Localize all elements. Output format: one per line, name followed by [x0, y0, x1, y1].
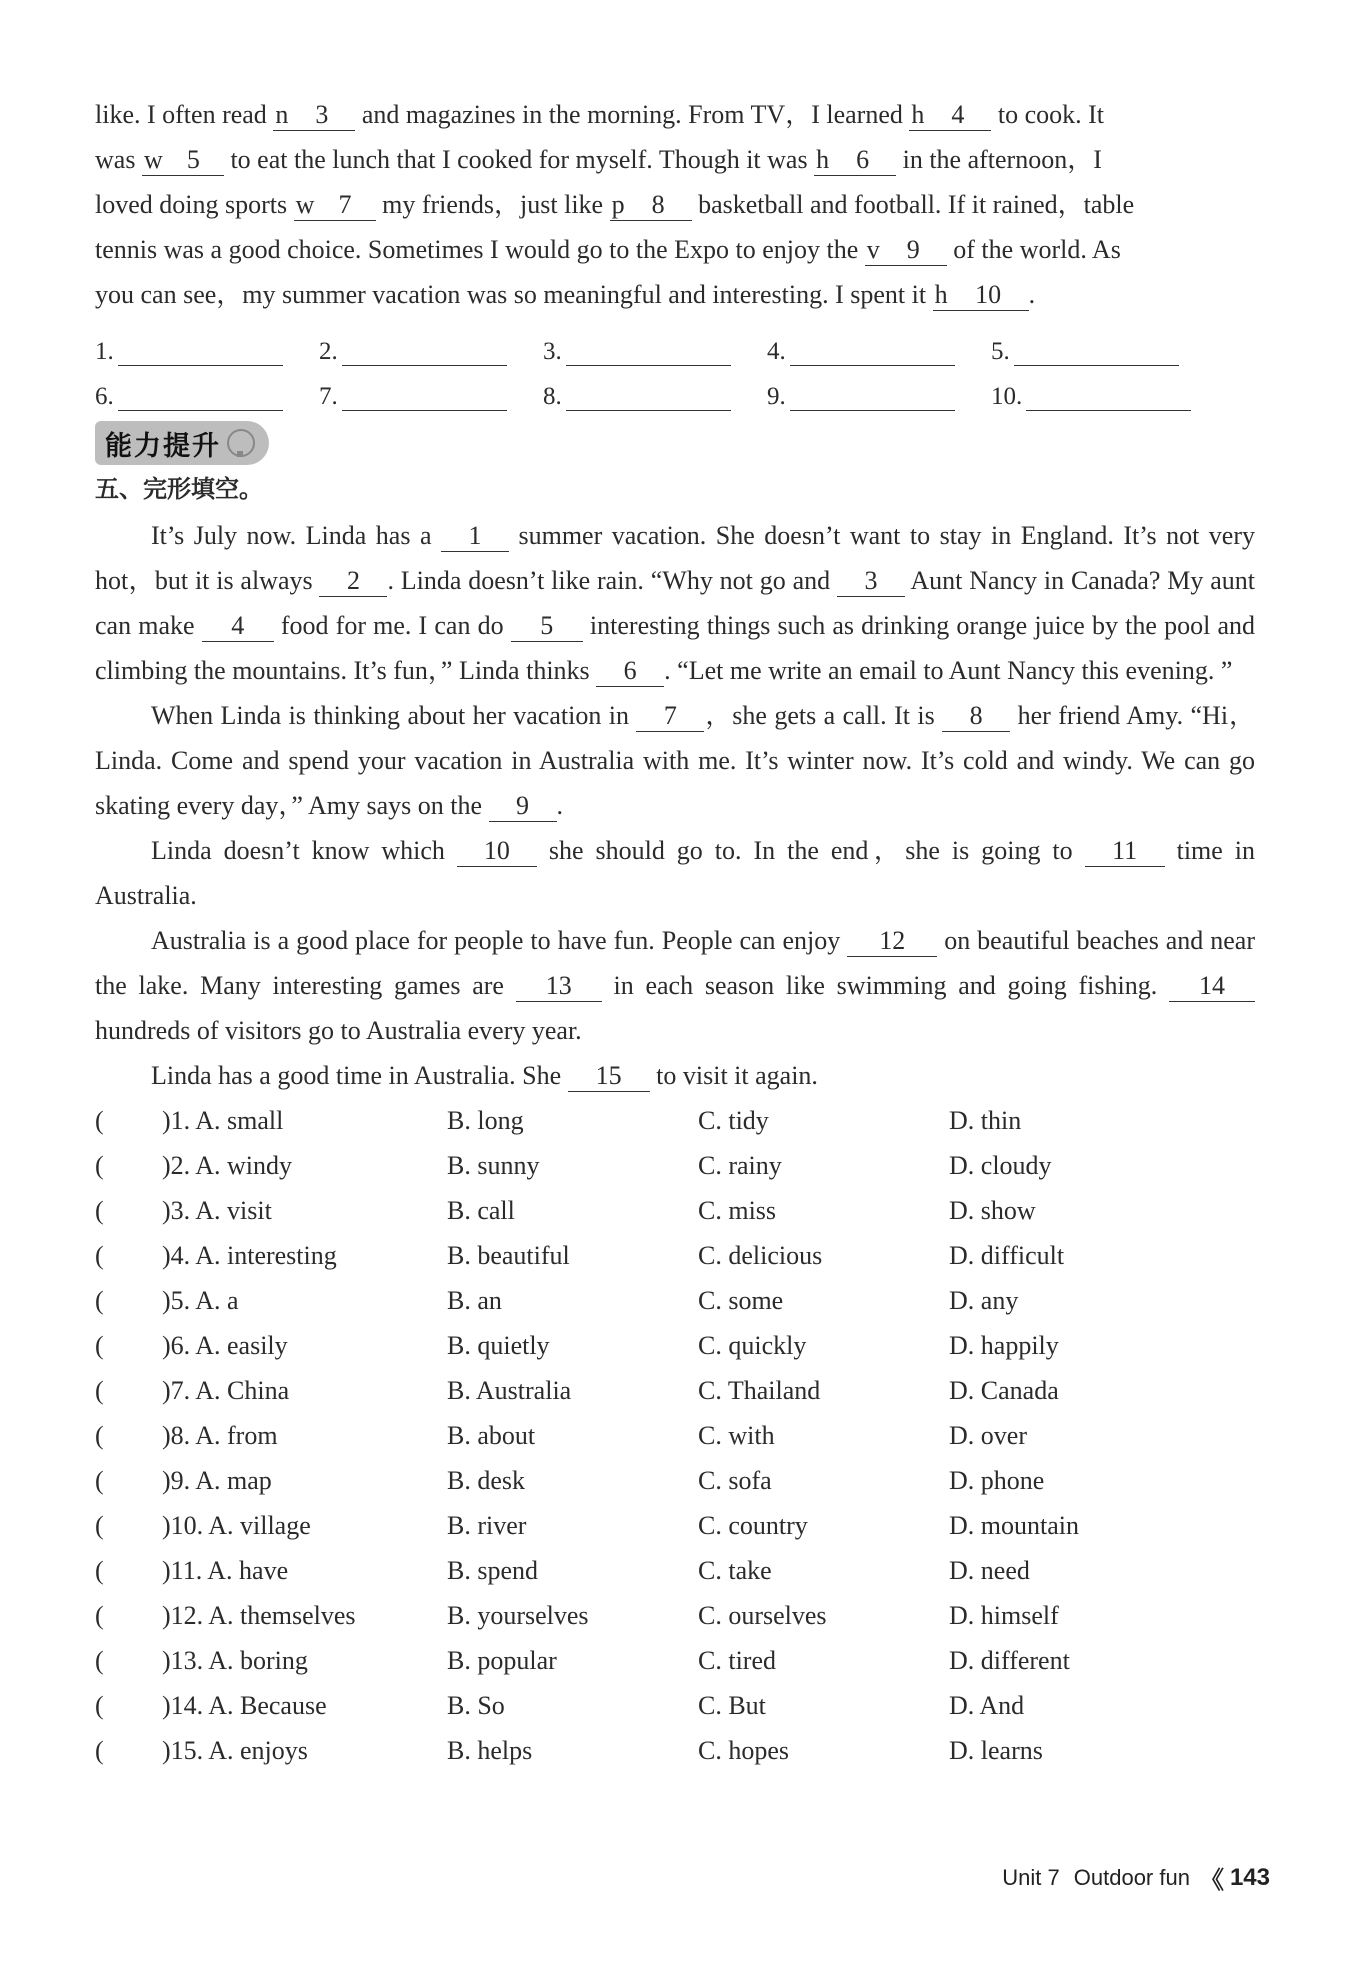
answer-label: 3.: [543, 338, 562, 365]
text: Linda doesn’t know which: [151, 836, 457, 865]
cloze-blank-3[interactable]: 3: [837, 566, 905, 597]
text: . “Let me write an email to Aunt Nancy this evening. ”: [664, 656, 1233, 685]
answer-cell: [95, 338, 319, 366]
answer-label: 5.: [991, 338, 1010, 365]
text: on beautiful beaches and near the lake. Many interesting games are: [95, 926, 1256, 1000]
answer-line[interactable]: [1014, 341, 1179, 366]
text: It’s July now. Linda has a: [151, 521, 441, 550]
text: tennis was a good choice. Sometimes I would go to the Expo to enjoy the: [95, 235, 865, 264]
option-d: D. thin: [949, 1105, 1022, 1135]
answer-paren[interactable]: (: [95, 1105, 104, 1135]
text: loved doing sports: [95, 190, 294, 219]
blank-number: 9: [906, 235, 920, 264]
question-row: [95, 1728, 1255, 1773]
text: to eat the lunch that I cooked for myself. Though it was: [223, 145, 815, 174]
blank-number: 10: [975, 280, 1002, 309]
option-c: C. tidy: [698, 1105, 769, 1135]
text: of the world. As: [946, 235, 1121, 264]
answer-label: 10.: [991, 383, 1023, 410]
option-b: B. helps: [447, 1735, 533, 1765]
option-a: )15. A. enjoys: [162, 1735, 308, 1765]
passage-line-1: [95, 92, 1255, 137]
text: and magazines in the morning. From TV，I learned: [355, 100, 910, 129]
option-d: D. need: [949, 1555, 1030, 1585]
answer-cell: [991, 383, 1215, 411]
blank-letter: w: [143, 145, 163, 174]
text: my friends，just like: [375, 190, 610, 219]
text: like. I often read: [95, 100, 274, 129]
answer-line[interactable]: [790, 386, 955, 411]
text: summer vacation. She doesn’t want to stay in England. It’s not very hot，but it is always: [95, 521, 1256, 595]
option-b: B. So: [447, 1690, 505, 1720]
question-row: [95, 1323, 1255, 1368]
option-a: )14. A. Because: [162, 1690, 327, 1720]
text: time in Australia.: [95, 836, 1255, 910]
answer-cell: [767, 338, 991, 366]
answer-line[interactable]: [1026, 386, 1191, 411]
option-a: )10. A. village: [162, 1510, 311, 1540]
lightbulb-icon: [227, 429, 255, 457]
answer-label: 8.: [543, 383, 562, 410]
option-a: )6. A. easily: [162, 1330, 288, 1360]
question-row: [95, 1683, 1255, 1728]
blank-letter: w: [295, 190, 315, 219]
answer-label: 7.: [319, 383, 338, 410]
option-d: D. And: [949, 1690, 1025, 1720]
answer-paren[interactable]: (: [95, 1465, 104, 1495]
answer-paren[interactable]: (: [95, 1420, 104, 1450]
option-d: D. over: [949, 1420, 1027, 1450]
answer-cell: [319, 338, 543, 366]
cloze-blank-8[interactable]: 8: [942, 701, 1010, 732]
blank-letter: v: [866, 235, 880, 264]
option-c: C. country: [698, 1510, 808, 1540]
page-footer: [1002, 1860, 1270, 1895]
option-b: B. an: [447, 1285, 502, 1315]
footer-unit: Unit 7: [1002, 1864, 1060, 1890]
text: to cook. It: [991, 100, 1105, 129]
option-a: )4. A. interesting: [162, 1240, 337, 1270]
blank-4[interactable]: [909, 100, 991, 131]
option-d: D. himself: [949, 1600, 1059, 1630]
option-d: D. phone: [949, 1465, 1045, 1495]
answer-line[interactable]: [342, 386, 507, 411]
question-row: [95, 1548, 1255, 1593]
answer-row: [95, 366, 1255, 411]
option-a: )11. A. have: [162, 1555, 289, 1585]
blank-letter: h: [911, 100, 925, 129]
answer-paren[interactable]: (: [95, 1600, 104, 1630]
blank-5[interactable]: [142, 145, 224, 176]
blank-9[interactable]: [865, 235, 947, 266]
cloze-blank-10[interactable]: 10: [457, 836, 537, 867]
answer-paren[interactable]: (: [95, 1150, 104, 1180]
page-number: 143: [1229, 1863, 1270, 1891]
option-a: )13. A. boring: [162, 1645, 308, 1675]
blank-number: 6: [856, 145, 870, 174]
text: to visit it again.: [649, 1061, 818, 1090]
text: was: [95, 145, 142, 174]
option-b: B. Australia: [447, 1375, 572, 1405]
option-d: D. any: [949, 1285, 1019, 1315]
answer-label: 9.: [767, 383, 786, 410]
question-row: [95, 1098, 1255, 1143]
cloze-blank-7[interactable]: 7: [636, 701, 704, 732]
option-b: B. spend: [447, 1555, 538, 1585]
cloze-paragraph-4: [95, 918, 1255, 1053]
option-b: B. about: [447, 1420, 536, 1450]
blank-letter: h: [934, 280, 948, 309]
answer-cell: [543, 383, 767, 411]
passage-line-2: [95, 137, 1255, 182]
section-badge: [95, 421, 269, 465]
answer-paren[interactable]: (: [95, 1240, 104, 1270]
text: basketball and football. If it rained，table: [691, 190, 1135, 219]
answer-line[interactable]: [118, 386, 283, 411]
option-d: D. happily: [949, 1330, 1059, 1360]
option-b: B. popular: [447, 1645, 557, 1675]
double-chevron-left-icon: 《: [1199, 1867, 1224, 1894]
cloze-paragraph-2: [95, 693, 1255, 828]
answer-paren[interactable]: (: [95, 1510, 104, 1540]
cloze-paragraph-3: [95, 828, 1255, 918]
answer-paren[interactable]: (: [95, 1735, 104, 1765]
option-a: )2. A. windy: [162, 1150, 292, 1180]
answer-paren[interactable]: (: [95, 1195, 104, 1225]
blank-7[interactable]: [294, 190, 376, 221]
section-title: 五、完形填空。: [95, 475, 263, 503]
answer-line[interactable]: [790, 341, 955, 366]
answer-label: 2.: [319, 338, 338, 365]
cloze-blank-5[interactable]: 5: [511, 611, 583, 642]
answer-line[interactable]: [566, 386, 731, 411]
question-row: [95, 1593, 1255, 1638]
text: interesting things such as drinking orange juice by the pool and climbing the mountains. It’s fun，” Linda thinks: [95, 611, 1255, 685]
option-c: C. tired: [698, 1645, 776, 1675]
option-b: B. desk: [447, 1465, 525, 1495]
answer-label: 1.: [95, 338, 114, 365]
blank-number: 7: [338, 190, 352, 219]
option-b: B. quietly: [447, 1330, 550, 1360]
answer-paren[interactable]: (: [95, 1375, 104, 1405]
passage-line-3: [95, 182, 1255, 227]
blank-letter: h: [816, 145, 830, 174]
option-c: C. quickly: [698, 1330, 807, 1360]
cloze-blank-4[interactable]: 4: [202, 611, 274, 642]
option-b: B. sunny: [447, 1150, 540, 1180]
text: in each season like swimming and going fishing.: [601, 971, 1169, 1000]
blank-6[interactable]: [814, 145, 896, 176]
option-b: B. long: [447, 1105, 524, 1135]
answer-label: 4.: [767, 338, 786, 365]
answer-paren[interactable]: (: [95, 1690, 104, 1720]
option-a: )3. A. visit: [162, 1195, 272, 1225]
footer-title: Outdoor fun: [1073, 1864, 1190, 1890]
option-c: C. sofa: [698, 1465, 772, 1495]
answer-cell: [543, 338, 767, 366]
answer-paren[interactable]: (: [95, 1555, 104, 1585]
text: ，she gets a call. It is: [704, 701, 943, 730]
answer-paren[interactable]: (: [95, 1285, 104, 1315]
option-c: C. Thailand: [698, 1375, 821, 1405]
option-d: D. learns: [949, 1735, 1043, 1765]
passage-line-4: [95, 227, 1255, 272]
text: Australia is a good place for people to have fun. People can enjoy: [151, 926, 848, 955]
option-c: C. delicious: [698, 1240, 823, 1270]
option-c: C. with: [698, 1420, 775, 1450]
cloze-blank-15[interactable]: 15: [568, 1061, 650, 1092]
blank-number: 5: [186, 145, 200, 174]
answer-line[interactable]: [342, 341, 507, 366]
text: her friend Amy. “Hi，Linda. Come and spend your vacation in Australia with me. It’s winter now. It’s cold and windy. We can go skating every day，” Amy says on the: [95, 701, 1255, 820]
cloze-paragraph-5: [95, 1053, 1255, 1098]
option-d: D. cloudy: [949, 1150, 1052, 1180]
text: When Linda is thinking about her vacation in: [151, 701, 637, 730]
cloze-blank-13[interactable]: 13: [516, 971, 602, 1002]
option-b: B. yourselves: [447, 1600, 589, 1630]
option-c: C. some: [698, 1285, 784, 1315]
answer-line[interactable]: [566, 341, 731, 366]
answer-paren[interactable]: (: [95, 1645, 104, 1675]
option-c: C. take: [698, 1555, 772, 1585]
option-d: D. difficult: [949, 1240, 1065, 1270]
option-d: D. Canada: [949, 1375, 1059, 1405]
text: you can see，my summer vacation was so meaningful and interesting. I spent it: [95, 280, 933, 309]
option-a: )9. A. map: [162, 1465, 272, 1495]
cloze-blank-6[interactable]: 6: [596, 656, 664, 687]
text: Linda has a good time in Australia. She: [151, 1061, 568, 1090]
option-a: )5. A. a: [162, 1285, 239, 1315]
answer-lines: [95, 321, 1255, 411]
blank-8[interactable]: [610, 190, 692, 221]
option-c: C. hopes: [698, 1735, 789, 1765]
question-list: [95, 1098, 1255, 1773]
text: Aunt Nancy in Canada? My aunt can make: [95, 566, 1256, 640]
option-a: )8. A. from: [162, 1420, 278, 1450]
question-row: [95, 1413, 1255, 1458]
answer-row: [95, 321, 1255, 366]
cloze-blank-11[interactable]: 11: [1085, 836, 1165, 867]
page-content: [95, 92, 1255, 1773]
text: she should go to. In the end，she is going to: [536, 836, 1085, 865]
option-c: C. But: [698, 1690, 766, 1720]
cloze-blank-14[interactable]: 14: [1169, 971, 1255, 1002]
option-a: )12. A. themselves: [162, 1600, 356, 1630]
text: . Linda doesn’t like rain. “Why not go and: [387, 566, 837, 595]
cloze-blank-9[interactable]: 9: [489, 791, 557, 822]
answer-cell: [991, 338, 1215, 366]
answer-cell: [767, 383, 991, 411]
answer-label: 6.: [95, 383, 114, 410]
option-d: D. mountain: [949, 1510, 1079, 1540]
question-row: [95, 1233, 1255, 1278]
badge-label: 能力提升: [105, 430, 221, 462]
option-c: C. rainy: [698, 1150, 782, 1180]
option-d: D. show: [949, 1195, 1036, 1225]
cloze-blank-1[interactable]: 1: [441, 521, 509, 552]
blank-number: 3: [315, 100, 329, 129]
text: in the afternoon，I: [896, 145, 1102, 174]
answer-paren[interactable]: (: [95, 1330, 104, 1360]
option-c: C. ourselves: [698, 1600, 827, 1630]
option-b: B. call: [447, 1195, 515, 1225]
option-c: C. miss: [698, 1195, 777, 1225]
answer-line[interactable]: [118, 341, 283, 366]
question-row: [95, 1368, 1255, 1413]
blank-letter: n: [275, 100, 289, 129]
blank-3[interactable]: [273, 100, 355, 131]
question-row: [95, 1278, 1255, 1323]
cloze-blank-12[interactable]: 12: [847, 926, 937, 957]
answer-cell: [95, 383, 319, 411]
question-row: [95, 1503, 1255, 1548]
blank-number: 4: [951, 100, 965, 129]
blank-10[interactable]: [933, 280, 1029, 311]
option-a: )7. A. China: [162, 1375, 290, 1405]
blank-number: 8: [651, 190, 665, 219]
text: hundreds of visitors go to Australia every year.: [95, 1016, 582, 1045]
question-row: [95, 1458, 1255, 1503]
cloze-paragraph-1: [95, 513, 1255, 693]
text: .: [1028, 280, 1036, 309]
option-a: )1. A. small: [162, 1105, 284, 1135]
blank-letter: p: [611, 190, 625, 219]
passage-line-5: [95, 272, 1255, 317]
option-b: B. beautiful: [447, 1240, 570, 1270]
text: food for me. I can do: [273, 611, 511, 640]
option-d: D. different: [949, 1645, 1070, 1675]
question-row: [95, 1143, 1255, 1188]
option-b: B. river: [447, 1510, 527, 1540]
cloze-blank-2[interactable]: 2: [319, 566, 387, 597]
question-row: [95, 1638, 1255, 1683]
answer-cell: [319, 383, 543, 411]
question-row: [95, 1188, 1255, 1233]
text: .: [556, 791, 564, 820]
